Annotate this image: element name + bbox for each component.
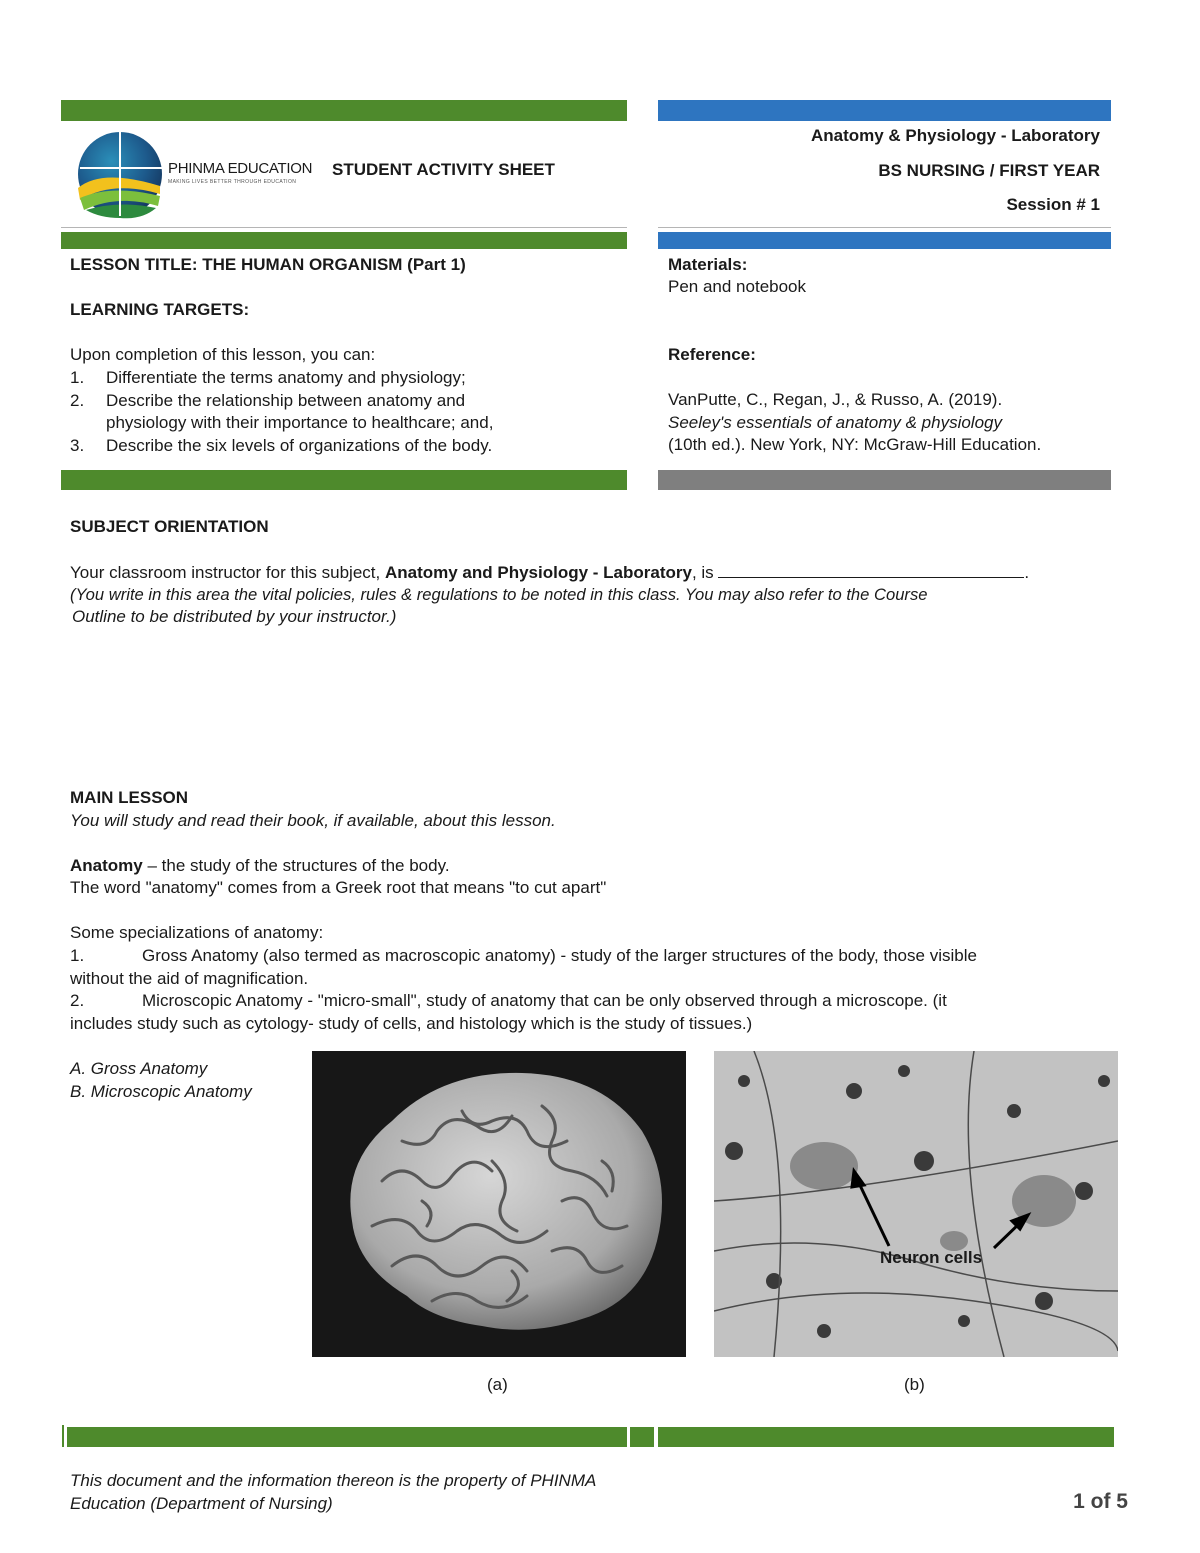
orientation-heading: SUBJECT ORIENTATION <box>70 517 269 536</box>
anatomy-definition <box>70 855 450 878</box>
materials-heading: Materials: <box>668 255 748 274</box>
neuron-cells-label: Neuron cells <box>880 1248 983 1267</box>
footer-bar-mid <box>630 1427 654 1447</box>
learning-targets-list <box>70 367 620 457</box>
orientation-text-post: , is <box>691 563 719 582</box>
footer-tick-left <box>62 1425 64 1447</box>
footer-property-line2: Education (Department of Nursing) <box>70 1494 333 1513</box>
main-lesson-subtitle: You will study and read their book, if available, about this lesson. <box>70 811 556 830</box>
footer-property-line1: This document and the information thereon is the property of PHINMA <box>70 1471 597 1490</box>
phinma-logo-mark <box>72 128 164 220</box>
learning-targets-intro: Upon completion of this lesson, you can: <box>70 345 376 364</box>
header-top-bar-right <box>658 100 1111 121</box>
phinma-logo <box>72 128 317 220</box>
spec2-line1: Microscopic Anatomy - "micro-small", study of anatomy that can be only observed through a microscope. (it <box>142 991 947 1010</box>
header-bottom-bar-left <box>61 232 627 249</box>
learning-target-text: Describe the relationship between anatomy and <box>106 390 466 410</box>
spec2-number: 2. <box>70 991 85 1010</box>
header-top-bar-left <box>61 100 627 121</box>
learning-target-text: Describe the six levels of organizations of the body. <box>106 435 493 455</box>
reference-authors: VanPutte, C., Regan, J., & Russo, A. (2019). <box>668 390 1003 409</box>
course-title: Anatomy & Physiology - Laboratory <box>810 126 1100 145</box>
orientation-note-line2: Outline to be distributed by your instructor.) <box>72 607 397 626</box>
orientation-text-end: . <box>1024 563 1030 582</box>
header-rule-right <box>658 227 1111 228</box>
org-tagline: MAKING LIVES BETTER THROUGH EDUCATION <box>168 179 297 185</box>
learning-target-text: Differentiate the terms anatomy and physiology; <box>106 368 466 387</box>
session-label: Session # 1 <box>1006 195 1100 214</box>
learning-target-item <box>70 390 620 435</box>
lesson-bottom-bar-left <box>61 470 627 490</box>
spec1-number: 1. <box>70 946 85 965</box>
learning-targets-heading: LEARNING TARGETS: <box>70 300 250 319</box>
caption-microscopic-anatomy: B. Microscopic Anatomy <box>70 1082 252 1101</box>
lesson-title: LESSON TITLE: THE HUMAN ORGANISM (Part 1) <box>70 255 466 274</box>
brain-illustration <box>312 1051 686 1357</box>
anatomy-root: The word "anatomy" comes from a Greek root that means "to cut apart" <box>70 878 607 897</box>
anatomy-term: Anatomy <box>70 856 143 875</box>
neuron-micrograph <box>714 1051 1118 1357</box>
orientation-note-line1: (You write in this area the vital policies, rules & regulations to be noted in this class. You may also refer to the Course <box>70 585 928 604</box>
program-label: BS NURSING / FIRST YEAR <box>878 161 1100 180</box>
lesson-bottom-bar-right <box>658 470 1111 490</box>
reference-heading: Reference: <box>668 345 756 364</box>
learning-target-text: physiology with their importance to healthcare; and, <box>106 413 494 432</box>
learning-target-item <box>70 435 620 458</box>
sheet-title: STUDENT ACTIVITY SHEET <box>332 160 555 179</box>
brain-image <box>312 1051 686 1357</box>
footer-bar-right <box>658 1427 1114 1447</box>
header-bottom-bar-right <box>658 232 1111 249</box>
orientation-instructor-line <box>70 561 1029 585</box>
org-name: PHINMA EDUCATION <box>168 160 313 177</box>
learning-target-item <box>70 367 620 390</box>
neuron-illustration <box>714 1051 1118 1357</box>
footer-bar-left <box>67 1427 627 1447</box>
figure-b-label: (b) <box>904 1375 925 1394</box>
reference-publisher: (10th ed.). New York, NY: McGraw-Hill Education. <box>668 435 1042 454</box>
header-rule-left <box>61 227 627 228</box>
learning-target-number: 3. <box>70 435 85 455</box>
instructor-name-blank[interactable] <box>718 561 1024 578</box>
orientation-text-pre: Your classroom instructor for this subject, <box>70 563 385 582</box>
spec1-line1: Gross Anatomy (also termed as macroscopic anatomy) - study of the larger structures of the body, those visible <box>142 946 977 965</box>
figure-a-label: (a) <box>487 1375 508 1394</box>
caption-gross-anatomy: A. Gross Anatomy <box>70 1059 208 1078</box>
learning-target-number: 1. <box>70 368 85 387</box>
main-lesson-heading: MAIN LESSON <box>70 788 189 807</box>
learning-target-number: 2. <box>70 390 85 410</box>
specializations-heading: Some specializations of anatomy: <box>70 923 324 942</box>
anatomy-def-text: – the study of the structures of the body. <box>142 856 450 875</box>
materials-text: Pen and notebook <box>668 277 807 296</box>
reference-book-title: Seeley's essentials of anatomy & physiology <box>668 413 1002 432</box>
spec1-line2: without the aid of magnification. <box>70 969 309 988</box>
orientation-course-name: Anatomy and Physiology - Laboratory <box>384 563 692 582</box>
page-number: 1 of 5 <box>1073 1490 1128 1513</box>
spec2-line2: includes study such as cytology- study of cells, and histology which is the study of tissues.) <box>70 1014 753 1033</box>
